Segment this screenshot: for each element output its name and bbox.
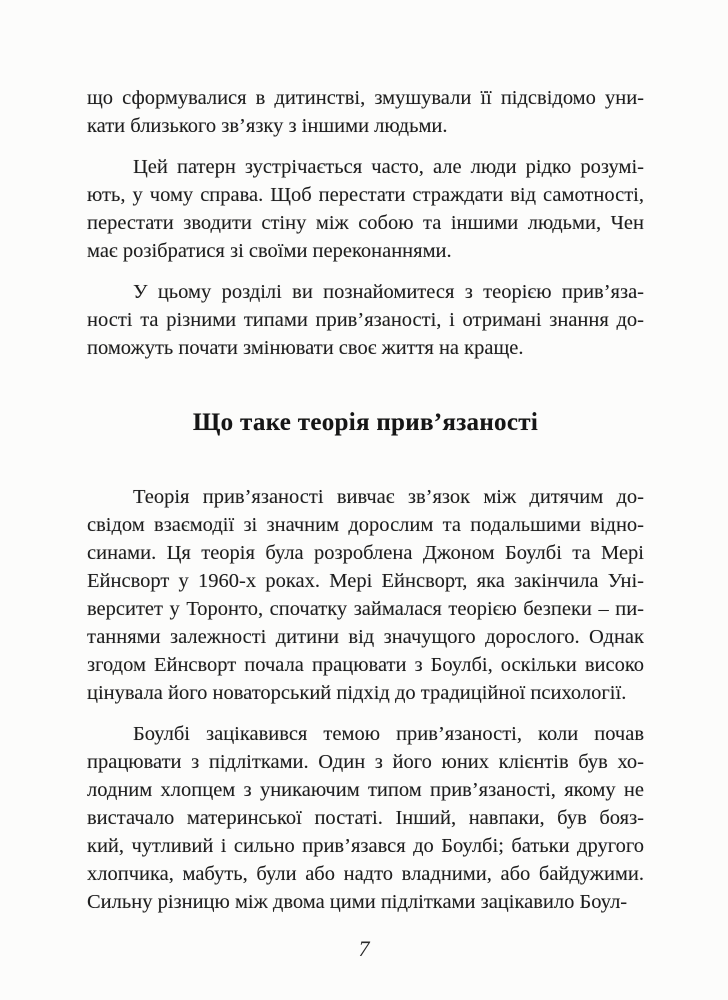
text-line: поможуть почати змінювати своє життя на краще. [87, 337, 524, 359]
text-line: перестати зводити стіну між собою та іншими людьми, Чен [87, 212, 644, 234]
text-line: ють, у чому справа. Щоб перестати страждати від самотності, [87, 184, 644, 206]
text-line: У цьому розділі ви познайомитеся з теорією прив’яза- [133, 281, 644, 303]
text-line: Теорія прив’язаності вивчає зв’язок між дитячим до- [133, 486, 644, 508]
text-line: Цей патерн зустрічається часто, але люди рідко розумі- [133, 156, 644, 178]
text-line: Ейнсворт у 1960-х роках. Мері Ейнсворт, яка закінчила Уні- [87, 570, 644, 592]
text-line: Сильну різницю між двома цими підлітками зацікавило Боул- [87, 891, 628, 913]
text-line: верситет у Торонто, спочатку займалася теорією безпеки – пи- [87, 598, 644, 620]
text-line: працювати з підлітками. Один з його юних клієнтів був хо- [87, 751, 644, 773]
text-line: кий, чутливий і сильно прив’язався до Боулбі; батьки другого [87, 835, 644, 857]
text-line: лодним хлопцем з уникаючим типом прив’язаності, якому не [87, 779, 644, 801]
text-line: таннями залежності дитини від значущого дорослого. Однак [87, 626, 644, 648]
page-number: 7 [358, 936, 370, 961]
text-line: ності та різними типами прив’язаності, і отримані знання до- [87, 309, 644, 331]
body-paragraph [87, 720, 644, 916]
text-line: свідом взаємодії зі значним дорослим та подальшими відно- [87, 514, 644, 536]
section-heading: Що таке теорія прив’язаності [192, 409, 539, 436]
text-block [87, 84, 644, 929]
text-line: що сформувалися в дитинстві, змушували її підсвідомо уни- [87, 87, 644, 109]
body-paragraph [87, 84, 644, 140]
body-paragraph [87, 278, 644, 362]
text-line: хлопчика, мабуть, були або надто владними, або байдужими. [87, 863, 644, 885]
text-line: кати близького зв’язку з іншими людьми. [87, 115, 448, 137]
paragraphs-after-heading [87, 483, 644, 916]
text-line: згодом Ейнсворт почала працювати з Боулбі, оскільки високо [87, 654, 644, 676]
text-line: вистачало материнської постаті. Інший, навпаки, був бояз- [87, 807, 644, 829]
paragraphs-before-heading [87, 84, 644, 362]
body-paragraph [87, 153, 644, 265]
text-line: цінувала його новаторський підхід до традиційної психології. [87, 682, 627, 704]
text-line: має розібратися зі своїми переконаннями. [87, 240, 452, 262]
text-line: синами. Ця теорія була розроблена Джоном Боулбі та Мері [87, 542, 644, 564]
text-line: Боулбі зацікавився темою прив’язаності, коли почав [133, 723, 644, 745]
body-paragraph [87, 483, 644, 707]
